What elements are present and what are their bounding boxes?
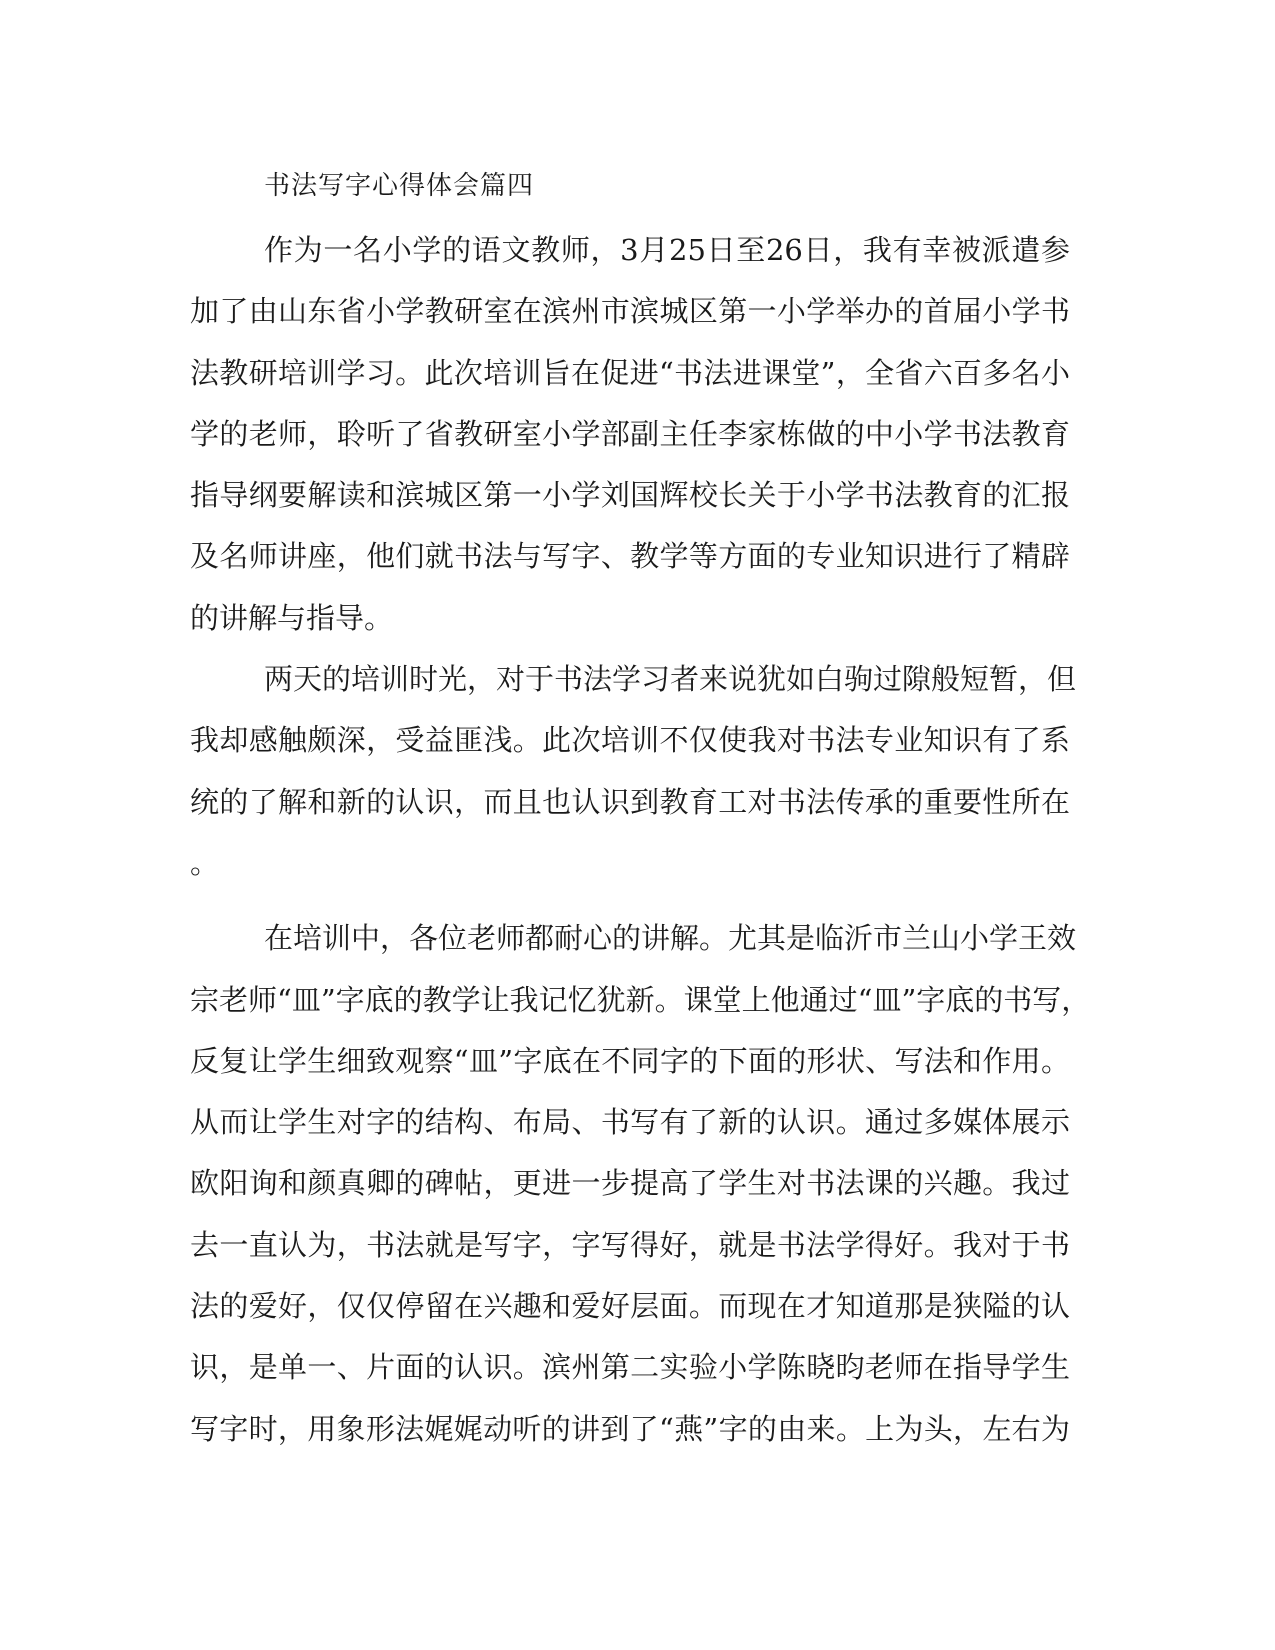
paragraph-line: 统的了解和新的认识，而且也认识到教育工对书法传承的重要性所在 [190,784,1070,819]
paragraph-line: 识，是单一、片面的认识。滨州第二实验小学陈晓昀老师在指导学生 [190,1350,1070,1385]
paragraph-line: 宗老师“皿”字底的教学让我记忆犹新。课堂上他通过“皿”字底的书写， [190,982,1091,1017]
paragraph-line: 写字时，用象形法娓娓动听的讲到了“燕”字的由来。上为头，左右为 [190,1411,1070,1446]
paragraph-line: 指导纲要解读和滨城区第一小学刘国辉校长关于小学书法教育的汇报 [190,478,1070,513]
paragraph-line: 及名师讲座，他们就书法与写字、教学等方面的专业知识进行了精辟 [190,539,1070,574]
paragraph-1 [190,220,1070,649]
paragraph-spacer [190,894,1070,908]
paragraph-line: 在培训中，各位老师都耐心的讲解。尤其是临沂市兰山小学王效 [264,921,1077,956]
paragraph-line: 法教研培训学习。此次培训旨在促进“书法进课堂”，全省六百多名小 [190,355,1070,390]
paragraph-line: 我却感触颇深，受益匪浅。此次培训不仅使我对书法专业知识有了系 [190,723,1070,758]
paragraph-line: 去一直认为，书法就是写字，字写得好，就是书法学得好。我对于书 [190,1227,1070,1262]
paragraph-line: 学的老师，聆听了省教研室小学部副主任李家栋做的中小学书法教育 [190,416,1070,451]
paragraph-line: 作为一名小学的语文教师，3月25日至26日，我有幸被派遣参 [264,233,1070,267]
paragraph-line: 法的爱好，仅仅停留在兴趣和爱好层面。而现在才知道那是狭隘的认 [190,1289,1070,1324]
section-title: 书法写字心得体会篇四 [264,171,535,201]
paragraph-line: 。 [190,845,220,880]
paragraph-line: 加了由山东省小学教研室在滨州市滨城区第一小学举办的首届小学书 [190,294,1070,329]
paragraph-2 [190,649,1077,894]
paragraph-line: 两天的培训时光，对于书法学习者来说犹如白驹过隙般短暂，但 [264,662,1077,697]
paragraph-line: 反复让学生细致观察“皿”字底在不同字的下面的形状、写法和作用。 [190,1043,1070,1078]
document-body [190,168,1091,1460]
paragraph-line: 从而让学生对字的结构、布局、书写有了新的认识。通过多媒体展示 [190,1105,1070,1140]
paragraph-line: 欧阳询和颜真卿的碑帖，更进一步提高了学生对书法课的兴趣。我过 [190,1166,1070,1201]
paragraph-3 [190,908,1091,1460]
paragraph-line: 的讲解与指导。 [190,600,394,635]
